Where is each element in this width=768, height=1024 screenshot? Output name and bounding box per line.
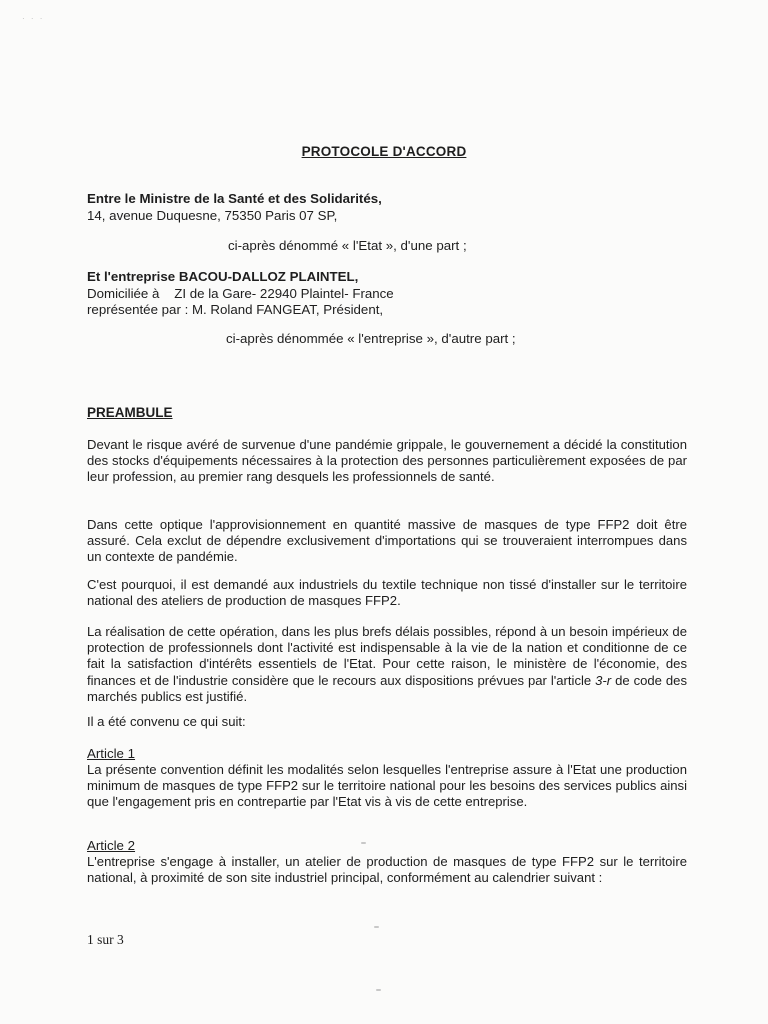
article-reference: 3-r <box>595 672 612 688</box>
party2-block <box>87 269 394 319</box>
party2-name: Et l'entreprise BACOU-DALLOZ PLAINTEL, <box>87 269 359 284</box>
p4-text-start: La réalisation de cette opération, dans les plus brefs délais possibles, répond à un besoin impérieux de protection de professionnels dont l'activité est indispensable à la vie de la nation et conditionne de ce fait la satisfaction d'intérêts essentiels de l'Etat. Pour cette raison, le ministère de l'économie, des finances et de l'industrie considère que le recours aux dispositions prévues par l'article <box>87 624 687 688</box>
document-title: PROTOCOLE D'ACCORD <box>301 144 467 159</box>
article-1-text: La présente convention définit les modalités selon lesquelles l'entreprise assure à l'Etat une production minimum de masques de type FFP2 sur le territoire national pour les besoins des services publics ainsi que l'engagement pris en contrepartie par l'Etat vis à vis de cette entreprise. <box>87 762 687 810</box>
party2-representative: représentée par : M. Roland FANGEAT, Président, <box>87 302 384 317</box>
page-number: 1 sur 3 <box>87 932 124 947</box>
preamble-paragraph-5: Il a été convenu ce qui suit: <box>87 714 246 729</box>
party2-designation: ci-après dénommée « l'entreprise », d'autre part ; <box>226 331 516 346</box>
party1-address: 14, avenue Duquesne, 75350 Paris 07 SP, <box>87 207 338 223</box>
p4-text-end: de code des marchés publics est justifié. <box>87 672 688 704</box>
party1-name: Entre le Ministre de la Santé et des Solidarités, <box>87 191 382 206</box>
scan-speck <box>361 842 366 844</box>
preamble-paragraph-1: Devant le risque avéré de survenue d'une pandémie grippale, le gouvernement a décidé la constitution des stocks d'équipements nécessaires à la protection des personnes particulièrement exposées de par leur profession, au premier rang desquels les professionnels de santé. <box>87 437 687 485</box>
party2-address: Domiciliée à ZI de la Gare- 22940 Plaintel- France <box>87 285 394 301</box>
scan-speck <box>374 926 379 928</box>
preamble-paragraph-4 <box>87 624 687 705</box>
scan-artifact: · · · <box>22 14 45 23</box>
article-2-text: L'entreprise s'engage à installer, un atelier de production de masques de type FFP2 sur le territoire national, à proximité de son site industriel principal, conformément au calendrier suivant : <box>87 854 687 886</box>
preamble-paragraph-3: C'est pourquoi, il est demandé aux industriels du textile technique non tissé d'installer sur le territoire national des ateliers de production de masques FFP2. <box>87 577 687 609</box>
scan-speck <box>376 989 381 991</box>
article-2-title: Article 2 <box>87 838 136 853</box>
preamble-heading: PREAMBULE <box>87 405 173 420</box>
article-1-title: Article 1 <box>87 746 136 761</box>
party1-designation: ci-après dénommé « l'Etat », d'une part ; <box>228 238 467 253</box>
preamble-paragraph-2: Dans cette optique l'approvisionnement en quantité massive de masques de type FFP2 doit être assuré. Cela exclut de dépendre exclusivement d'importations qui se trouveraient interrompues dans un contexte de pandémie. <box>87 517 687 565</box>
party1-block <box>87 191 382 224</box>
